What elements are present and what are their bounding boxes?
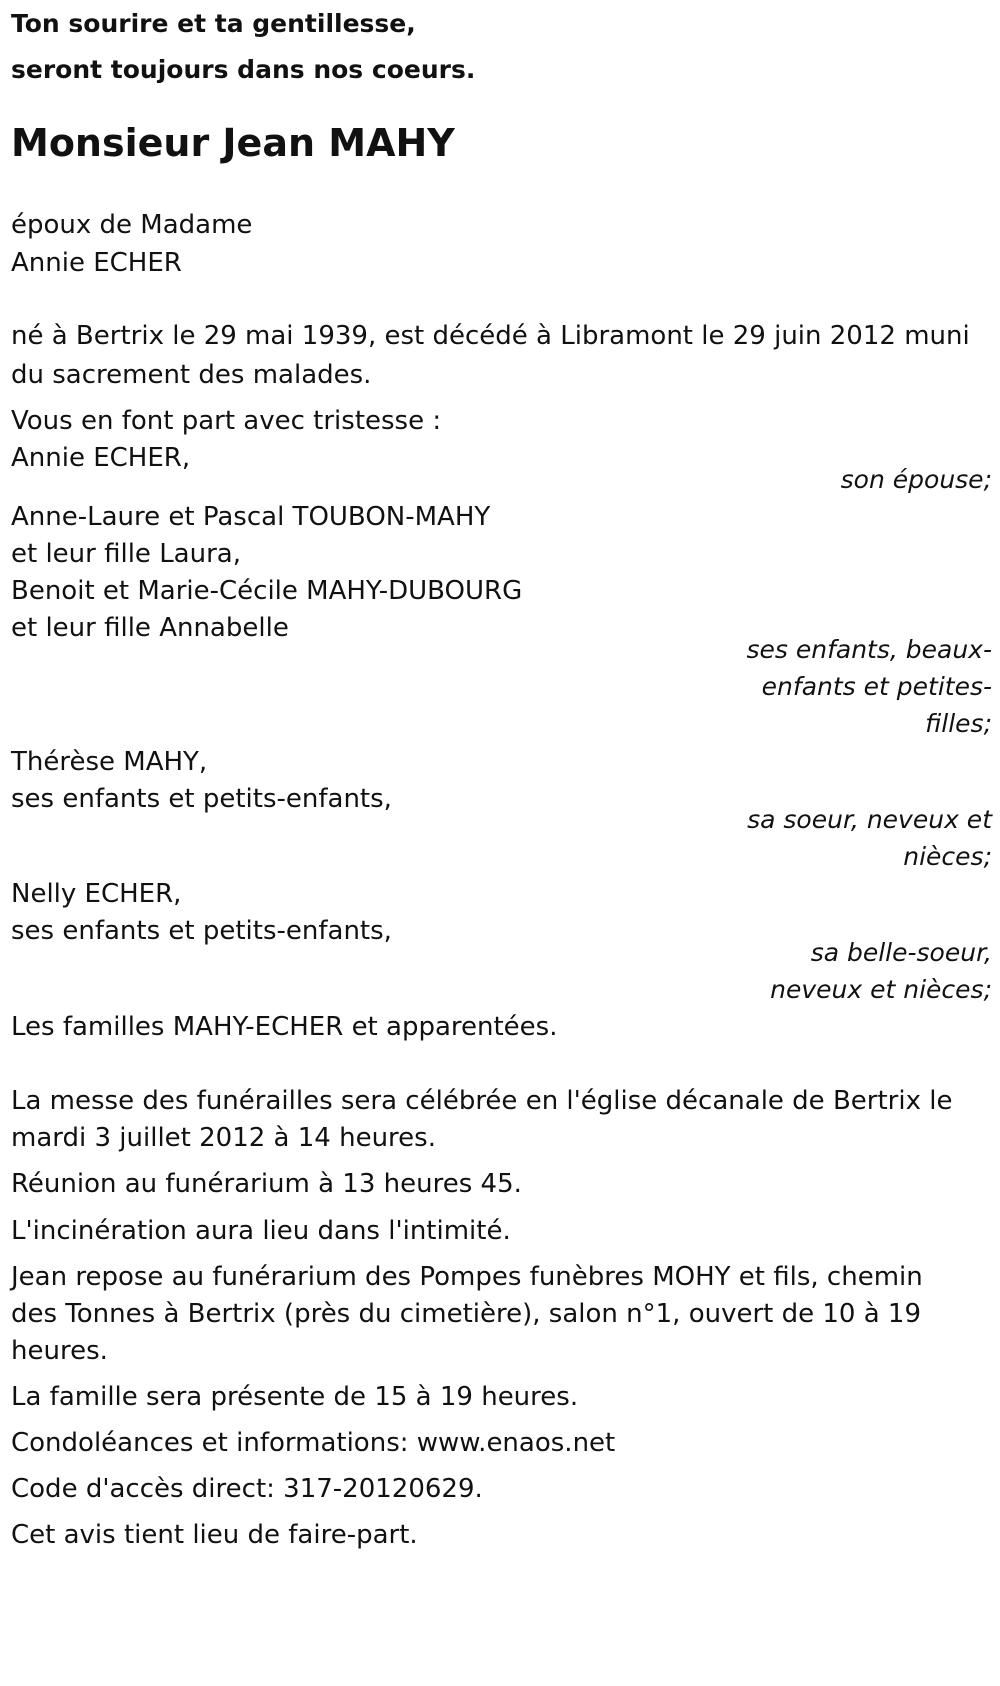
family-4-name-2: ses enfants et petits-enfants, (11, 916, 392, 946)
family-1-relation: son épouse; (840, 465, 992, 494)
family-2-relation-3: filles; (925, 709, 992, 738)
mass-line-1: La messe des funérailles sera célébrée en l'église décanale de Bertrix le (11, 1086, 953, 1116)
family-4-relation-2: neveux et nièces; (770, 975, 992, 1004)
rest-line-2: des Tonnes à Bertrix (près du cimetière), salon n°1, ouvert de 10 à 19 (11, 1299, 921, 1329)
family-3-relation-1: sa soeur, neveux et (747, 805, 992, 834)
family-3-name-2: ses enfants et petits-enfants, (11, 784, 392, 814)
family-3-name-1: Thérèse MAHY, (11, 747, 208, 777)
family-2-relation-1: ses enfants, beaux- (746, 635, 992, 664)
spouse-line-1: époux de Madame (11, 210, 253, 240)
announcement-intro: Vous en font part avec tristesse : (11, 406, 442, 436)
family-2-relation-2: enfants et petites- (761, 672, 992, 701)
family-1-name: Annie ECHER, (11, 443, 191, 473)
rest-line-1: Jean repose au funérarium des Pompes funèbres MOHY et fils, chemin (11, 1262, 923, 1292)
family-2-name-2: et leur fille Laura, (11, 539, 241, 569)
mass-line-2: mardi 3 juillet 2012 à 14 heures. (11, 1123, 436, 1153)
rest-line-3: heures. (11, 1336, 108, 1366)
family-4-name-1: Nelly ECHER, (11, 879, 182, 909)
motto-line-2: seront toujours dans nos coeurs. (11, 55, 476, 84)
family-presence-line: La famille sera présente de 15 à 19 heures. (11, 1382, 579, 1412)
birth-death-line-2: du sacrement des malades. (11, 360, 372, 390)
deceased-name: Monsieur Jean MAHY (11, 121, 455, 165)
family-3-relation-2: nièces; (903, 842, 992, 871)
spouse-line-2: Annie ECHER (11, 248, 182, 278)
notice-line: Cet avis tient lieu de faire-part. (11, 1520, 418, 1550)
family-2-name-3: Benoit et Marie-Cécile MAHY-DUBOURG (11, 576, 523, 606)
cremation-line: L'incinération aura lieu dans l'intimité. (11, 1216, 511, 1246)
family-2-name-4: et leur fille Annabelle (11, 613, 289, 643)
motto-line-1: Ton sourire et ta gentillesse, (11, 9, 416, 38)
birth-death-line-1: né à Bertrix le 29 mai 1939, est décédé à Libramont le 29 juin 2012 muni (11, 321, 970, 351)
family-2-name-1: Anne-Laure et Pascal TOUBON-MAHY (11, 502, 491, 532)
closing-family: Les familles MAHY-ECHER et apparentées. (11, 1012, 558, 1042)
condolences-line: Condoléances et informations: www.enaos.net (11, 1428, 616, 1458)
meeting-line: Réunion au funérarium à 13 heures 45. (11, 1169, 522, 1199)
access-code-line: Code d'accès direct: 317-20120629. (11, 1474, 483, 1504)
family-4-relation-1: sa belle-soeur, (810, 938, 992, 967)
